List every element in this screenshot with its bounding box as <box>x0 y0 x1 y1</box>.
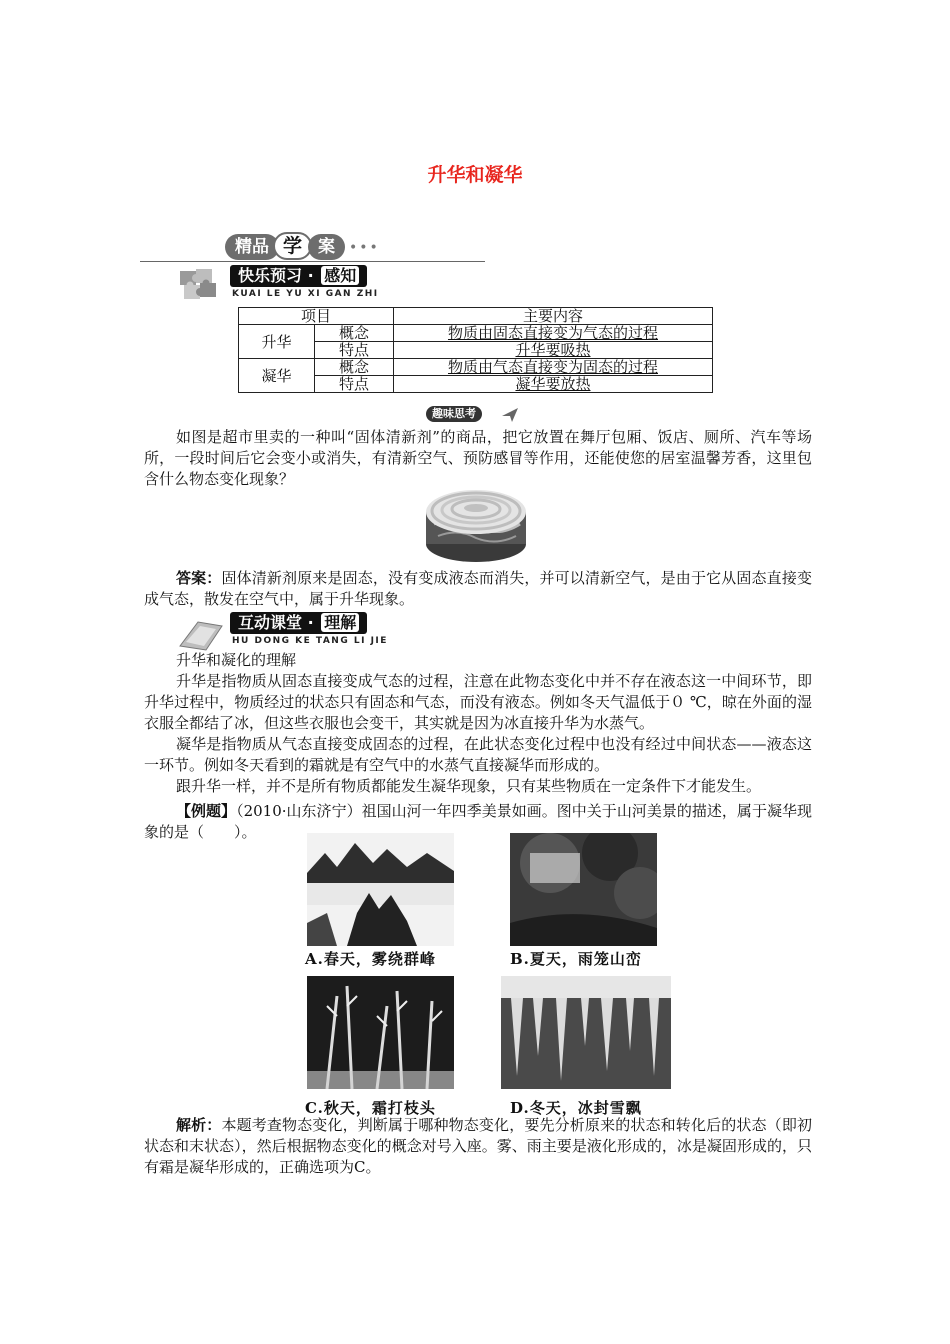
table-sub-cell: 概念 <box>315 325 394 342</box>
table-content-text: 凝华要放热 <box>515 375 591 393</box>
banner-part2: 学 <box>273 232 312 260</box>
class-title-highlight: 理解 <box>321 613 359 632</box>
fun-thinking-badge <box>426 404 522 424</box>
option-d-caption: D.冬天，冰封雪飘 <box>510 1099 642 1117</box>
class-title: 互动课堂 · 理解 <box>230 612 367 634</box>
table-sub-cell: 概念 <box>315 359 394 376</box>
option-d-photo <box>501 976 671 1089</box>
table-sub-cell: 特点 <box>315 376 394 393</box>
option-c-photo <box>307 976 454 1089</box>
table-content-cell <box>394 376 713 393</box>
banner-jingpin-xuean <box>225 232 380 262</box>
table-content-cell: 物质由气态直接变为固态的过程 <box>394 359 713 376</box>
airplane-icon <box>500 404 520 424</box>
table-content-cell: 物质由固态直接变为气态的过程 <box>394 325 713 342</box>
banner-divider <box>140 261 485 262</box>
preview-title: 快乐预习 · 感知 <box>230 265 367 287</box>
preview-title-highlight: 感知 <box>321 266 359 285</box>
section-banner-class <box>176 612 416 652</box>
answer-block <box>144 568 812 610</box>
table-header-item: 项目 <box>239 308 394 325</box>
option-a-caption: A.春天，雾绕群峰 <box>305 950 436 968</box>
banner-dots: ••• <box>349 240 380 256</box>
analysis-label: 解析： <box>176 1116 222 1134</box>
example-label: 【例题】 <box>176 802 237 820</box>
page-title: 升华和凝华 <box>427 164 523 186</box>
table-row <box>239 359 713 376</box>
table-group-cell: 凝华 <box>239 359 315 393</box>
analysis-block <box>144 1115 812 1178</box>
puzzle-icon <box>176 265 228 305</box>
understanding-section <box>144 650 812 797</box>
table-row <box>239 325 713 342</box>
paragraph-deposition: 凝华是指物质从气态直接变成固态的过程，在此状态变化过程中也没有经过中间状态——液态这一环节。例如冬天看到的霜就是有空气中的水蒸气直接凝华而形成的。 <box>144 735 812 774</box>
preview-title-text: 快乐预习 <box>238 266 303 285</box>
section-heading: 升华和凝化的理解 <box>176 651 297 669</box>
table-content-cell <box>394 342 713 359</box>
question-block <box>144 427 812 490</box>
example-block <box>144 801 812 843</box>
answer-text: 固体清新剂原来是固态，没有变成液态而消失，并可以清新空气，是由于它从固态直接变成气态，散发在空气中，属于升华现象。 <box>144 569 812 608</box>
table-header-row <box>239 308 713 325</box>
concept-table <box>238 307 713 393</box>
book-icon <box>176 612 228 652</box>
table-content-text: 升华要吸热 <box>515 341 591 359</box>
table-sub-cell: 特点 <box>315 342 394 359</box>
class-title-text: 互动课堂 <box>238 613 303 632</box>
banner-part3: 案 <box>308 234 345 260</box>
analysis-text: 本题考查物态变化，判断属于哪种物态变化，要先分析原来的状态和转化后的状态（即初状态和末状态），然后根据物态变化的概念对号入座。雾、雨主要是液化形成的，冰是凝固形成的，只有霜是凝华形成的，正确选项为C。 <box>144 1116 812 1176</box>
question-text: 如图是超市里卖的一种叫“固体清新剂”的商品，把它放置在舞厅包厢、饭店、厕所、汽车等场所，一段时间后它会变小或消失，有清新空气、预防感冒等作用，还能使您的居室温馨芳香，这里包含什么物态变化现象？ <box>144 428 812 488</box>
section-banner-preview <box>176 265 416 305</box>
answer-label: 答案： <box>176 569 222 587</box>
preview-pinyin: KUAI LE YU XI GAN ZHI <box>232 289 379 299</box>
option-c-caption: C.秋天，霜打枝头 <box>305 1099 436 1117</box>
table-header-content: 主要内容 <box>394 308 713 325</box>
option-b-caption: B.夏天，雨笼山峦 <box>510 950 642 968</box>
table-group-cell: 升华 <box>239 325 315 359</box>
example-text: （2010·山东济宁）祖国山河一年四季美景如画。图中关于山河美景的描述，属于凝华现象的是（ ）。 <box>144 802 812 841</box>
option-a-photo <box>307 833 454 946</box>
banner-part1: 精品 <box>225 234 279 260</box>
air-freshener-image <box>424 484 528 564</box>
paragraph-sublimation: 升华是指物质从固态直接变成气态的过程，注意在此物态变化中并不存在液态这一中间环节，即升华过程中，物质经过的状态只有固态和气态，而没有液态。例如冬天气温低于０ ℃，晾在外面的湿衣服全都结了冰，但这些衣服也会变干，其实就是因为冰直接升华为水蒸气。 <box>144 672 812 732</box>
class-pinyin: HU DONG KE TANG LI JIE <box>232 636 388 646</box>
paragraph-condition: 跟升华一样，并不是所有物质都能发生凝华现象，只有某些物质在一定条件下才能发生。 <box>176 777 762 795</box>
option-b-photo <box>510 833 657 946</box>
fun-badge-label: 趣味思考 <box>426 406 482 422</box>
